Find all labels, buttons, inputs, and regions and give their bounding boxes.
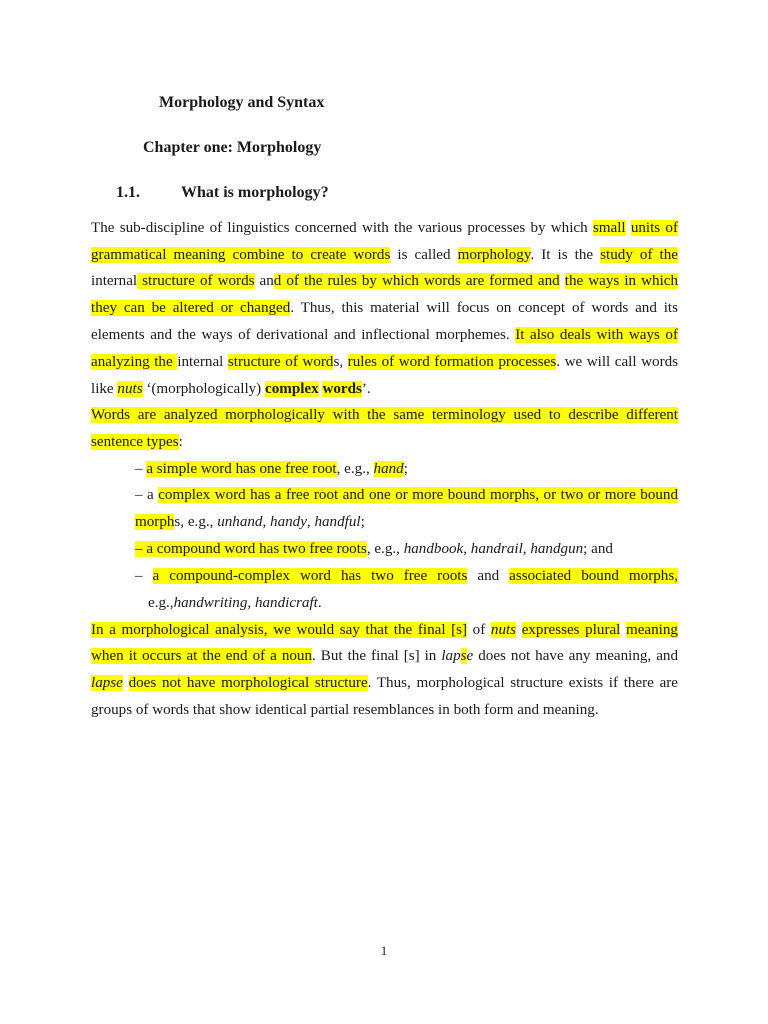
list-item-compound bbox=[135, 539, 678, 559]
text-run: – bbox=[135, 461, 147, 477]
text-run: The sub-discipline of linguistics concerned with the various processes by which bbox=[91, 220, 593, 236]
highlighted-text: morph bbox=[135, 514, 175, 530]
para2-line bbox=[91, 405, 678, 425]
highlighted-text: words bbox=[322, 381, 362, 397]
text-run: handgun bbox=[530, 541, 584, 557]
text-run: , e.g., bbox=[336, 461, 374, 477]
para1-line bbox=[91, 271, 678, 291]
text-run: . we will call words bbox=[556, 354, 679, 370]
highlighted-text: the ways in which bbox=[564, 273, 678, 289]
text-run: , bbox=[463, 541, 471, 557]
section-heading: What is morphology? bbox=[181, 184, 329, 201]
highlighted-text: d of the rules by which words are formed and bbox=[273, 273, 560, 289]
highlighted-text: meaning bbox=[625, 622, 678, 638]
highlighted-text: study of the bbox=[600, 247, 678, 263]
highlighted-text: morphology bbox=[457, 247, 531, 263]
text-run: ; and bbox=[583, 541, 613, 557]
text-run: is called bbox=[390, 247, 458, 263]
highlighted-text: hand bbox=[373, 461, 404, 477]
highlighted-text: grammatical meaning combine to create words bbox=[91, 247, 391, 263]
section-number: 1.1. bbox=[116, 184, 140, 201]
highlighted-text: does not have morphological structure bbox=[128, 675, 368, 691]
para3-line bbox=[91, 620, 678, 640]
text-run: groups of words that show identical partial resemblances in both form and meaning. bbox=[91, 702, 599, 718]
text-run: of bbox=[467, 622, 491, 638]
list-item-compound-complex bbox=[148, 593, 678, 613]
highlighted-text: nuts bbox=[490, 622, 517, 638]
highlighted-text: word formation processes bbox=[398, 354, 557, 370]
text-run: – bbox=[135, 568, 153, 584]
text-run: elements and the ways of derivational and inflectional morphemes. bbox=[91, 327, 516, 343]
highlighted-text: structure of words bbox=[137, 273, 255, 289]
text-run: : bbox=[178, 434, 183, 450]
text-run: s, e.g., bbox=[174, 514, 218, 530]
text-run: unhand bbox=[217, 514, 263, 530]
text-run: an bbox=[254, 273, 274, 289]
text-run: handicraft bbox=[254, 595, 318, 611]
text-run: and bbox=[467, 568, 510, 584]
text-run: , bbox=[522, 541, 531, 557]
chapter-heading: Chapter one: Morphology bbox=[143, 139, 322, 156]
text-run: like bbox=[91, 381, 118, 397]
document-title: Morphology and Syntax bbox=[159, 94, 325, 111]
highlighted-text: sentence types bbox=[91, 434, 179, 450]
list-item-complex bbox=[135, 485, 678, 505]
highlighted-text: units of bbox=[630, 220, 678, 236]
para1-line bbox=[91, 298, 678, 318]
highlighted-text: complex word has a free root and one or more bound morphs, or two or more bound bbox=[158, 487, 679, 503]
text-run: e bbox=[466, 648, 474, 664]
para3-line bbox=[91, 700, 678, 720]
text-run: , bbox=[262, 514, 271, 530]
text-run: . Thus, this material will focus on concept of words and its bbox=[290, 300, 678, 316]
text-run: handbook bbox=[403, 541, 464, 557]
text-run: . But the final [s] in bbox=[312, 648, 442, 664]
text-run: e.g., bbox=[148, 595, 174, 611]
text-run: does not have any meaning, and bbox=[473, 648, 678, 664]
text-run: ‘(morphologically) bbox=[142, 381, 265, 397]
highlighted-text: analyzing the bbox=[91, 354, 178, 370]
page-number: 1 bbox=[380, 943, 388, 958]
text-run bbox=[123, 675, 129, 691]
highlighted-text: It also deals with ways of bbox=[515, 327, 678, 343]
highlighted-text: they can be altered or changed bbox=[91, 300, 291, 316]
highlighted-text: complex bbox=[265, 381, 319, 397]
highlighted-text: nuts bbox=[117, 381, 143, 397]
text-run: internal bbox=[91, 273, 138, 289]
highlighted-text: s bbox=[460, 648, 467, 664]
para1-line bbox=[91, 245, 678, 265]
text-run: , bbox=[306, 514, 315, 530]
text-run: s, bbox=[333, 354, 348, 370]
para1-line bbox=[91, 352, 678, 372]
highlighted-text: rules of bbox=[347, 354, 399, 370]
highlighted-text: In a morphological analysis, we would say that the final [s] bbox=[91, 622, 468, 638]
para3-line bbox=[91, 646, 678, 666]
para2-line bbox=[91, 432, 678, 452]
text-run: ; bbox=[360, 514, 365, 530]
text-run: , bbox=[247, 595, 255, 611]
highlighted-text: associated bound morphs, bbox=[509, 568, 678, 584]
text-run: internal bbox=[177, 354, 228, 370]
highlighted-text: when it occurs at the end of a noun bbox=[91, 648, 313, 664]
text-run: lap bbox=[441, 648, 461, 664]
highlighted-text: lapse bbox=[91, 675, 123, 691]
text-run: , e.g., bbox=[366, 541, 404, 557]
list-item-compound-complex bbox=[135, 566, 678, 586]
text-run: handful bbox=[314, 514, 361, 530]
highlighted-text: a compound-complex word has two free roots bbox=[152, 568, 468, 584]
highlighted-text: structure of word bbox=[227, 354, 334, 370]
text-run: handrail bbox=[470, 541, 523, 557]
highlighted-text: Words are analyzed morphologically with the same terminology used to describe different bbox=[91, 407, 678, 423]
highlighted-text: – a compound word has two free roots bbox=[135, 541, 367, 557]
text-run: handy bbox=[270, 514, 307, 530]
highlighted-text: small bbox=[592, 220, 626, 236]
highlighted-text: a simple word has one free root bbox=[146, 461, 337, 477]
text-run: . bbox=[317, 595, 322, 611]
highlighted-text: expresses plural bbox=[521, 622, 621, 638]
text-run bbox=[516, 622, 522, 638]
text-run: . Thus, morphological structure exists if there are bbox=[367, 675, 678, 691]
text-run: ’. bbox=[361, 381, 371, 397]
para1-line bbox=[91, 218, 678, 238]
list-item-simple bbox=[135, 459, 678, 479]
para3-line bbox=[91, 673, 678, 693]
para1-line bbox=[91, 379, 678, 399]
text-run: . It is the bbox=[530, 247, 601, 263]
text-run: ; bbox=[403, 461, 408, 477]
text-run: handwriting bbox=[173, 595, 248, 611]
list-item-complex bbox=[135, 512, 678, 532]
text-run: – a bbox=[135, 487, 159, 503]
para1-line bbox=[91, 325, 678, 345]
